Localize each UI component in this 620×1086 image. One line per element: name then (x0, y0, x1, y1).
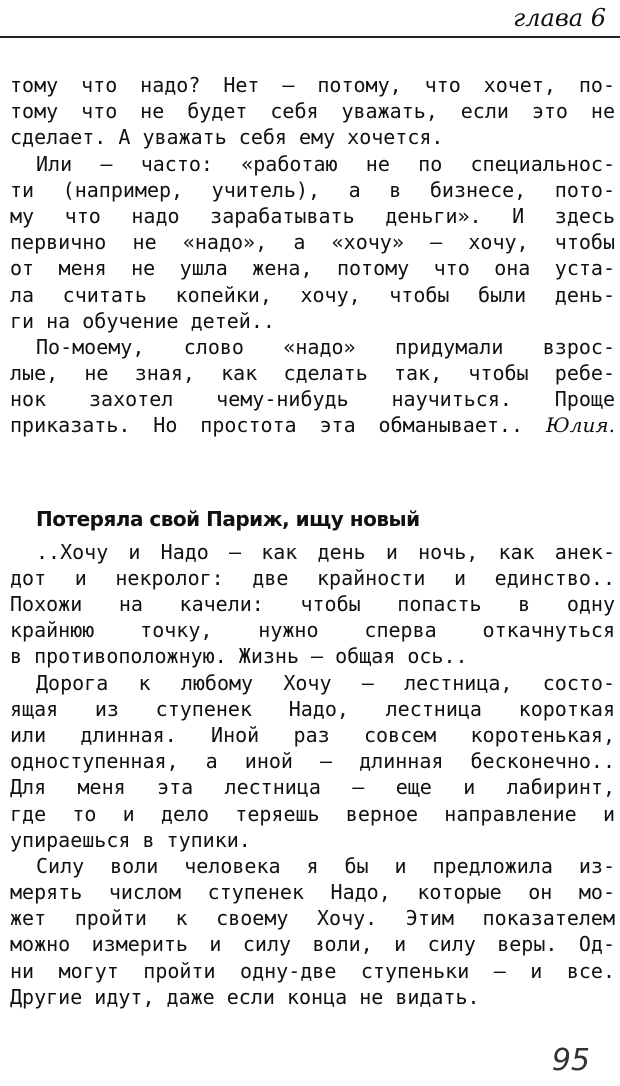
text-line: ла считать копейки, хочу, чтобы были день- (10, 282, 615, 307)
text-line: лые, не зная, как сделать так, чтобы ребе- (10, 361, 615, 386)
text-line: Похожи на качели: чтобы попасть в одну (10, 592, 615, 616)
text-line: му что надо зарабатывать деньги». И здесь (10, 203, 615, 228)
page-body (10, 72, 615, 1010)
text-line: тому что не будет себя уважать, если это не (10, 99, 615, 124)
text-line: нок захотел чему-нибудь научиться. Проще (10, 387, 615, 412)
text-line: упираешься в тупики. (10, 827, 251, 852)
text-line: По-моему, слово «надо» придумали взрос- (36, 334, 615, 359)
text-line: сделает. А уважать себя ему хочется. (10, 125, 444, 150)
text-line: где то и дело теряешь верное направление и (10, 801, 615, 826)
section-heading: Потеряла свой Париж, ищу новый (36, 506, 420, 531)
text-line: или длинная. Иной раз совсем коротенькая, (10, 722, 615, 747)
text-line: в противоположную. Жизнь — общая ось.. (10, 644, 468, 669)
text-line: ящая из ступенек Надо, лестница короткая (10, 696, 615, 721)
text-line: Другие идут, даже если конца не видать. (10, 984, 480, 1009)
page-number: 95 (551, 1043, 590, 1078)
text-line: мерять числом ступенек Надо, которые он мо- (10, 880, 615, 905)
text-line: тому что надо? Нет — потому, что хочет, по- (10, 73, 615, 97)
text-line-with-signature (10, 412, 615, 438)
text-line: первично не «надо», а «хочу» — хочу, чтобы (10, 230, 615, 255)
text-line: дот и некролог: две крайности и единство.. (10, 565, 615, 590)
text-line: жет пройти к своему Хочу. Этим показателем (10, 906, 615, 931)
text-fragment: приказать. Но простота эта обманывает.. (10, 413, 523, 438)
text-line: ти (например, учитель), а в бизнесе, пото- (10, 177, 615, 202)
section-gap (10, 439, 615, 499)
text-line: ги на обучение детей.. (10, 308, 275, 333)
text-line: ..Хочу и Надо — как день и ночь, как анек- (36, 539, 615, 564)
text-line: крайнюю точку, нужно сперва откачнуться (10, 618, 615, 643)
text-line: Или — часто: «работаю не по специальнос- (36, 151, 615, 176)
running-head: глава 6 (513, 4, 606, 32)
text-line: Для меня эта лестница — еще и лабиринт, (10, 775, 615, 800)
text-line: можно измерить и силу воли, и силу веры. Од- (10, 932, 615, 957)
text-line: Силу воли человека я бы и предложила из- (36, 853, 615, 878)
header-rule (0, 36, 620, 38)
text-line: одноступенная, а иной — длинная бесконечно.. (10, 749, 615, 774)
text-line: Дорога к любому Хочу — лестница, состо- (36, 670, 615, 695)
text-line: от меня не ушла жена, потому что она уста- (10, 256, 615, 281)
author-signature: Юлия. (545, 413, 615, 438)
text-line: ни могут пройти одну-две ступеньки — и все. (10, 958, 615, 983)
